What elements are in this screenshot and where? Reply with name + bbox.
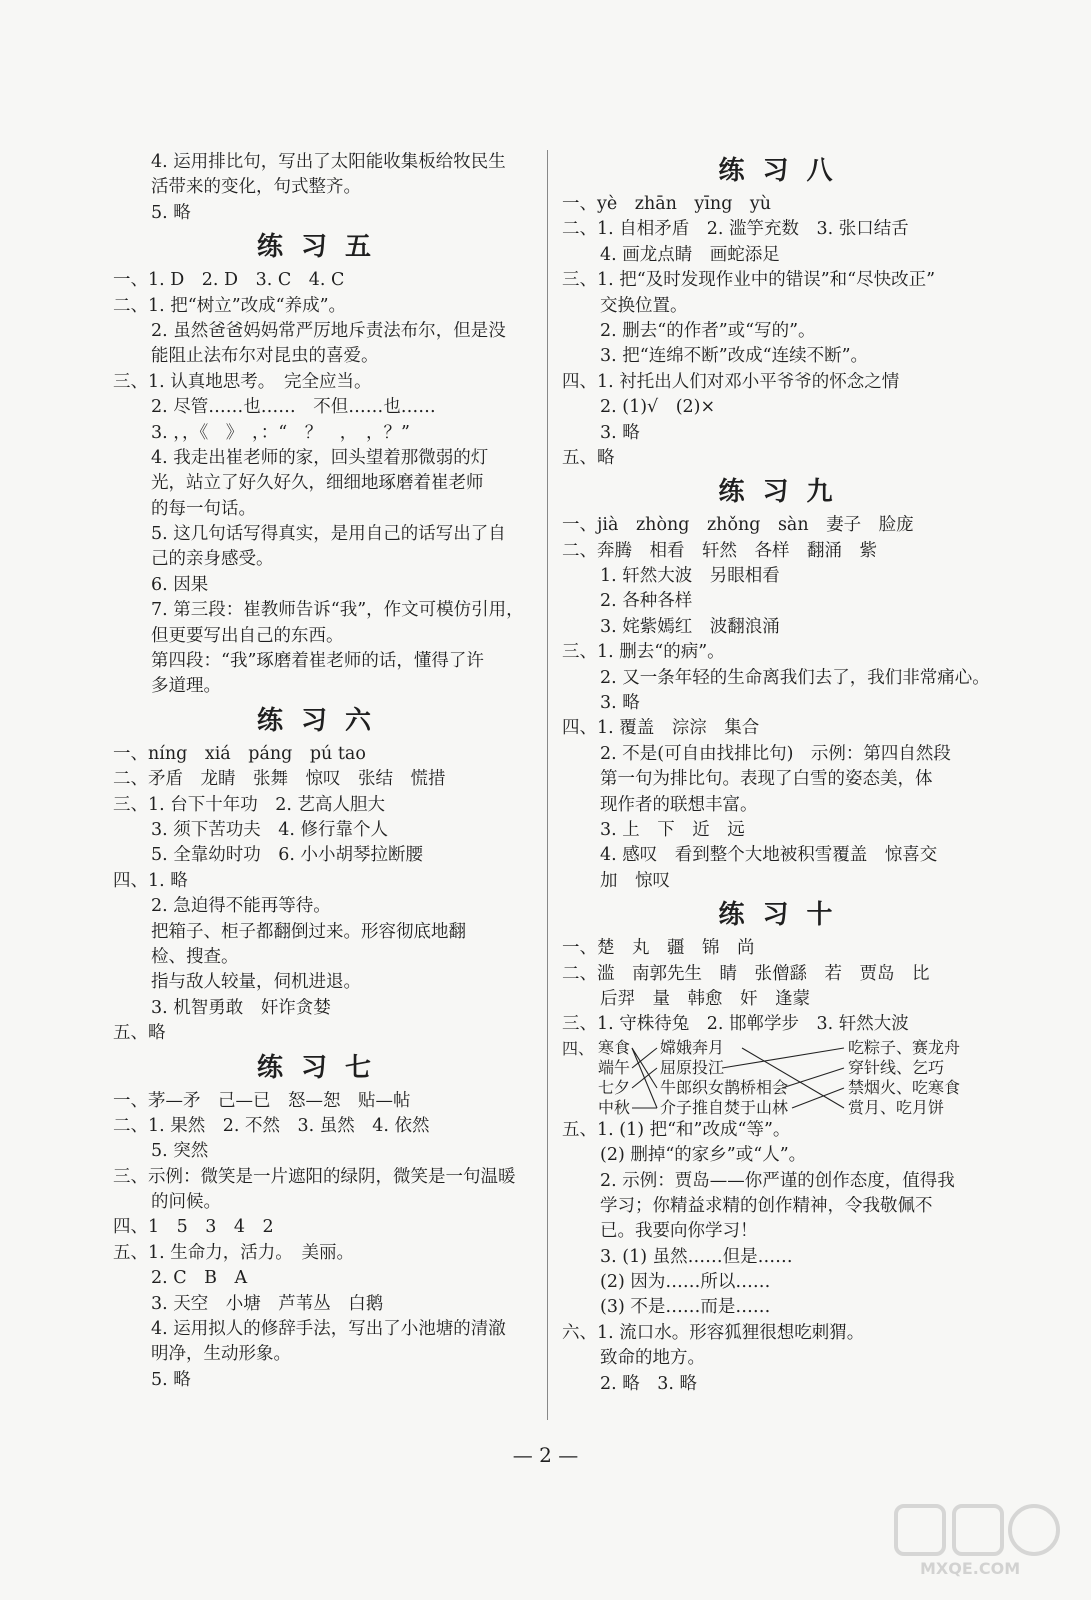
custom-item: 吃粽子、赛龙舟	[848, 1037, 961, 1057]
answer-line: 2. 不是(可自由找排比句) 示例：第四自然段	[600, 743, 951, 764]
story-item: 牛郎织女鹊桥相会	[660, 1077, 789, 1097]
answer-line: 4. 画龙点睛 画蛇添足	[600, 244, 780, 265]
answer-line: 3. ，，《 》 ，：“ ？ ， ，？”	[151, 422, 410, 443]
answer-line: 把箱子、柜子都翻倒过来。形容彻底地翻	[151, 921, 466, 942]
right-column-top	[562, 150, 1007, 1038]
answer-line: 二、1. 果然 2. 不然 3. 虽然 4. 依然	[113, 1115, 430, 1136]
answer-line: 3. 须下苦功夫 4. 修行靠个人	[151, 819, 389, 840]
answer-line: 一、茅—矛 己—已 怒—恕 贴—帖	[113, 1090, 411, 1111]
answer-line: 三、1. 守株待兔 2. 邯郸学步 3. 轩然大波	[562, 1014, 909, 1035]
answer-line: 二、矛盾 龙睛 张舞 惊叹 张结 慌措	[113, 769, 446, 790]
left-column	[113, 150, 533, 1393]
section-title: 练习五	[256, 232, 389, 263]
answer-line: 一、楚 丸 疆 锦 尚	[562, 938, 755, 959]
answer-line: 四、1. 衬托出人们对邓小平爷爷的怀念之情	[562, 371, 900, 392]
festival-item: 寒食	[598, 1037, 631, 1057]
answer-line: 4. 感叹 看到整个大地被积雪覆盖 惊喜交	[600, 845, 938, 866]
section-title: 练习十	[718, 900, 851, 931]
answer-line: 4. 我走出崔老师的家，回头望着那微弱的灯	[151, 447, 489, 468]
answer-line: 五、1. 生命力，活力。 美丽。	[113, 1242, 355, 1263]
answer-line: 3. 把“连绵不断”改成“连续不断”。	[600, 346, 869, 367]
festival-item: 七夕	[598, 1077, 631, 1097]
answer-line: 5. 略	[151, 202, 191, 223]
answer-line: 五、略	[113, 1023, 166, 1044]
column-divider	[547, 150, 548, 1420]
answer-line: 2. 尽管……也…… 不但……也……	[151, 397, 436, 418]
answer-line: 己的亲身感受。	[151, 549, 274, 570]
answer-line: 2. (1)√ (2)×	[600, 397, 716, 418]
answer-line: 第一句为排比句。表现了白雪的姿态美，体	[600, 769, 933, 790]
answer-line: 1. 轩然大波 另眼相看	[600, 566, 780, 587]
answer-line: 四、1. 覆盖 淙淙 集合	[562, 718, 760, 739]
answer-line: 现作者的联想丰富。	[600, 794, 758, 815]
answer-line: 二、奔腾 相看 轩然 各样 翻涌 紫	[562, 540, 877, 561]
answer-line: 致命的地方。	[600, 1348, 705, 1369]
answer-line: 6. 因果	[151, 574, 209, 595]
answer-line: 4. 运用排比句，写出了太阳能收集板给牧民生	[151, 152, 506, 172]
answer-line: 三、1. 台下十年功 2. 艺高人胆大	[113, 794, 386, 815]
watermark-text: MXQE.COM	[920, 1559, 1021, 1578]
festival-item: 中秋	[598, 1097, 631, 1117]
answer-line: 5. 突然	[151, 1141, 209, 1162]
answer-line: 多道理。	[151, 676, 221, 697]
custom-item: 赏月、吃月饼	[848, 1097, 945, 1117]
story-item: 屈原投江	[660, 1057, 725, 1077]
answer-line: 的问候。	[151, 1192, 221, 1213]
answer-line: 一、yè zhān yīng yù	[562, 194, 772, 214]
custom-item: 禁烟火、吃寒食	[848, 1077, 961, 1097]
section-title: 练习九	[718, 477, 851, 508]
answer-line: 三、1. 把“及时发现作业中的错误”和“尽快改正”	[562, 270, 936, 291]
matching-label: 四、	[562, 1038, 595, 1058]
answer-line: 2. 又一条年轻的生命离我们去了，我们非常痛心。	[600, 667, 990, 688]
right-column	[562, 150, 1007, 1397]
answer-line: 能阻止法布尔对昆虫的喜爱。	[151, 346, 379, 367]
watermark-logo	[892, 1500, 1067, 1578]
answer-line: 二、1. 把“树立”改成“养成”。	[113, 295, 347, 316]
answer-line: 学习；你精益求精的创作精神，令我敬佩不	[600, 1195, 933, 1216]
answer-line: 2. C B A	[151, 1268, 248, 1289]
custom-item: 穿针线、乞巧	[848, 1057, 945, 1077]
answer-line: 指与敌人较量，伺机进退。	[151, 972, 361, 993]
answer-line: (2) 删掉“的家乡”或“人”。	[600, 1145, 807, 1166]
answer-line: 光，站立了好久好久，细细地琢磨着崔老师	[151, 473, 484, 494]
story-item: 介子推自焚于山林	[660, 1097, 789, 1117]
section-title: 练习七	[256, 1052, 389, 1083]
festival-item: 端午	[598, 1057, 631, 1077]
answer-line: 活带来的变化，句式整齐。	[151, 177, 361, 198]
answer-line: 4. 运用拟人的修辞手法，写出了小池塘的清澈	[151, 1319, 506, 1340]
answer-line: 三、1. 删去“的病”。	[562, 642, 725, 663]
answer-line: 的每一句话。	[151, 498, 256, 519]
answer-line: 检、搜查。	[151, 946, 239, 967]
answer-line: (2) 因为……所以……	[600, 1272, 771, 1293]
matching-lines	[562, 1038, 1002, 1118]
answer-line: 四、1 5 3 4 2	[113, 1217, 274, 1238]
answer-line: 7. 第三段：崔教师告诉“我”，作文可模仿引用，	[151, 600, 524, 621]
answer-line: 一、1. D 2. D 3. C 4. C	[113, 270, 345, 291]
answer-line: 明净，生动形象。	[151, 1344, 291, 1365]
answer-line: 一、jià zhòng zhǒng sàn 妻子 脸庞	[562, 515, 914, 536]
answer-line: 已。我要向你学习！	[600, 1221, 758, 1242]
answer-line: 3. 上 下 近 远	[600, 819, 745, 840]
answer-line: (3) 不是……而是……	[600, 1297, 771, 1318]
answer-line: 五、1. (1) 把“和”改成“等”。	[562, 1119, 791, 1140]
answer-line: 第四段：“我”琢磨着崔老师的话，懂得了许	[151, 651, 484, 672]
matching-exercise	[562, 1038, 1007, 1118]
answer-line: 后羿 量 韩愈 奸 逢蒙	[600, 988, 810, 1009]
answer-line: 2. 虽然爸爸妈妈常严厉地斥责法布尔，但是没	[151, 320, 506, 341]
answer-line: 三、1. 认真地思考。 完全应当。	[113, 371, 372, 392]
answer-line: 二、滥 南郭先生 睛 张僧繇 若 贾岛 比	[562, 963, 930, 984]
section-title: 练习八	[718, 156, 851, 186]
answer-line: 二、1. 自相矛盾 2. 滥竽充数 3. 张口结舌	[562, 219, 909, 240]
answer-line: 2. 删去“的作者”或“写的”。	[600, 320, 816, 341]
answer-line: 交换位置。	[600, 295, 688, 316]
page-number: — 2 —	[512, 1443, 579, 1467]
answer-line: 2. 示例：贾岛——你严谨的创作态度，值得我	[600, 1170, 955, 1191]
answer-line: 四、1. 略	[113, 870, 188, 891]
answer-line: 一、níng xiá páng pú tao	[113, 743, 366, 764]
answer-line: 加 惊叹	[600, 870, 670, 891]
story-item: 嫦娥奔月	[660, 1037, 725, 1057]
answer-line: 但更要写出自己的东西。	[151, 625, 344, 646]
answer-line: 3. 机智勇敢 奸诈贪婪	[151, 997, 331, 1018]
answer-line: 2. 略 3. 略	[600, 1373, 698, 1394]
answer-line: 3. 天空 小塘 芦苇丛 白鹅	[151, 1293, 384, 1314]
answer-line: 5. 这几句话写得真实，是用自己的话写出了自	[151, 524, 506, 545]
answer-line: 3. 略	[600, 693, 640, 714]
right-column-bottom	[562, 1118, 1007, 1397]
section-title: 练习六	[256, 705, 389, 736]
answer-line: 5. 略	[151, 1369, 191, 1390]
answer-line: 3. 略	[600, 422, 640, 443]
answer-line: 3. (1) 虽然……但是……	[600, 1246, 793, 1267]
answer-line: 六、1. 流口水。形容狐狸很想吃刺猬。	[562, 1322, 865, 1343]
answer-line: 三、示例：微笑是一片遮阳的绿阴，微笑是一句温暖	[113, 1166, 516, 1187]
answer-line: 2. 急迫得不能再等待。	[151, 896, 331, 917]
answer-line: 五、略	[562, 447, 615, 468]
answer-line: 2. 各种各样	[600, 591, 693, 612]
answer-line: 3. 姹紫嫣红 波翻浪涌	[600, 616, 780, 637]
answer-line: 5. 全靠幼时功 6. 小小胡琴拉断腰	[151, 845, 424, 866]
